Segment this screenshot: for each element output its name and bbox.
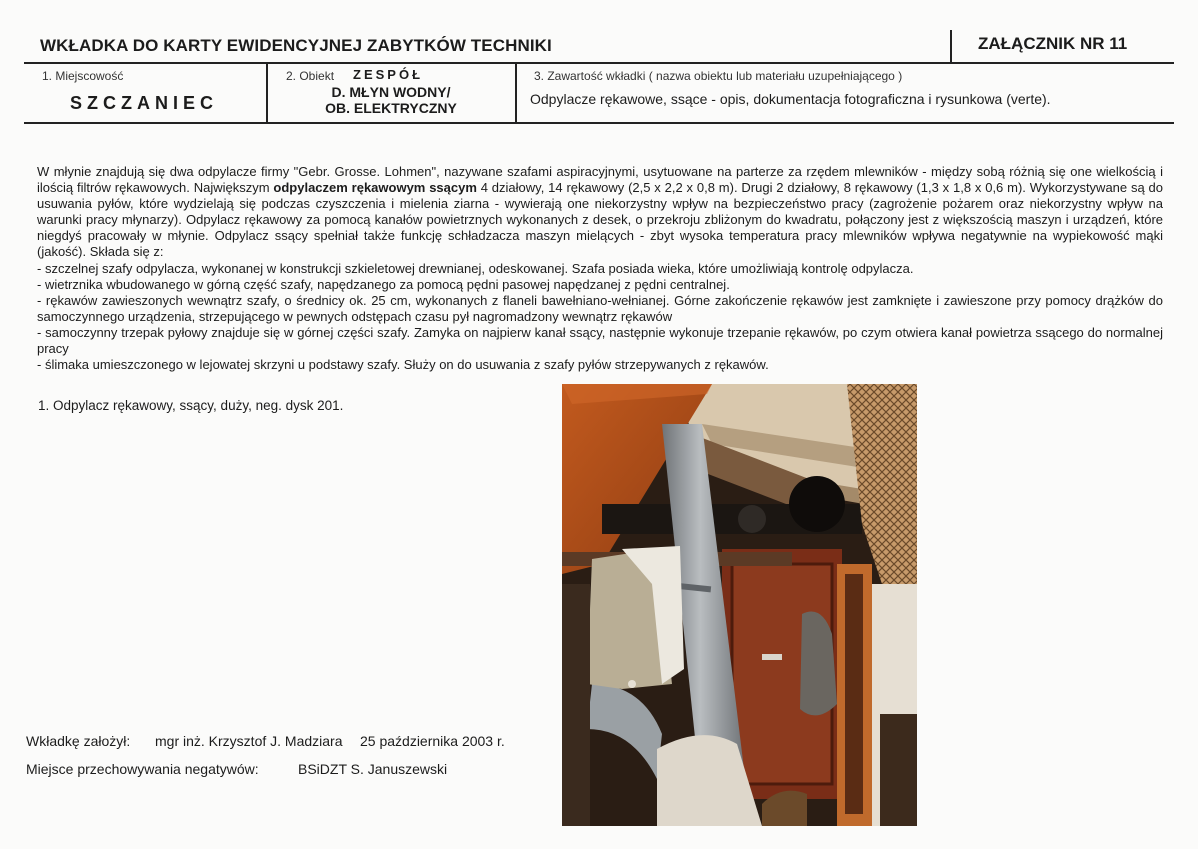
list-item: - ślimaka umieszczonego w lejowatej skrzyni u podstawy szafy. Służy on do usuwania z szafy pyłów strzepywanych z rękawów. xyxy=(37,357,769,373)
description-part-a: W młynie znajdują się dwa odpylacze firmy "Gebr. Grosse. Lohmen", nazywane szafami aspiracyjnymi, usytuowane na parterze za rzędem mlewników - między sobą różnią się one wielkością i ilością filtrów rękawowych. Największym xyxy=(37,164,1163,196)
description-text xyxy=(37,164,1163,373)
dust-collector-photo xyxy=(562,384,917,826)
header-divider xyxy=(950,30,952,64)
object-type: ZESPÓŁ xyxy=(353,67,424,82)
contents-label: 3. Zawartość wkładki ( nazwa obiektu lub materiału uzupełniającego ) xyxy=(534,69,903,83)
description-part-b: 4 działowy, 14 rękawowy (2,5 x 2,2 x 0,8 m). Drugi 2 działowy, 8 rękawowy (1,3 x 1,8 x 0,6 m). Wykorzystywane są do usuwania pyłów, które wydzielają się podczas czyszczenia i mielenia ziarna - wywierają one niekorzystny wpływ na bezpieczeństwo pracy (zagrożenie pożarem oraz niekorzystny wpływ na warunki pracy młynarzy). Odpylacz rękawowy za pomocą kanałów powietrznych wykonanych z desek, o przekroju zbliżonym do kwadratu, połączony jest z większością maszyn i urządzeń, które niegdyś pracowały w młynie. Odpylacz ssący spełniał także funkcję schładzacza maszyn mielących - zbyt wysoka temperatura pracy mlewników wpływa negatywnie na wypiekowość mąki (jakość). Składa się z: xyxy=(37,180,1163,260)
author-label: Wkładkę założył: xyxy=(26,733,131,749)
object-label: 2. Obiekt xyxy=(286,69,335,83)
storage-label: Miejsce przechowywania negatywów: xyxy=(26,761,259,777)
place-label: 1. Miejscowość xyxy=(42,69,124,83)
author-date: 25 października 2003 r. xyxy=(360,733,505,749)
place-value: SZCZANIEC xyxy=(70,93,218,113)
list-item: - wietrznika wbudowanego w górną część szafy, napędzanego za pomocą pędni pasowej napędzanej z pędni centralnej. xyxy=(37,276,730,292)
description-highlight: odpylaczem rękawowym ssącym xyxy=(273,180,477,196)
object-name-line-1: D. MŁYN WODNY/ xyxy=(331,84,451,100)
header-rule-top xyxy=(24,62,1174,64)
header-rule-bottom xyxy=(24,122,1174,124)
list-item: - rękawów zawieszonych wewnątrz szafy, o średnicy ok. 25 cm, wykonanych z flaneli bawełniano-wełnianej. Górne zakończenie rękawów jest zamknięte i zawieszone przy pomocy drążków do samoczynnego urządzenia, strzepującego w pewnych odstępach czasu pył nagromadzony wewnątrz rękawów xyxy=(37,292,1163,324)
object-name-line-2: OB. ELEKTRYCZNY xyxy=(325,100,457,116)
list-item: - samoczynny trzepak pyłowy znajduje się w górnej części szafy. Zamyka on najpierw kanał ssący, następnie wykonuje trzepanie rękawów, po czym otwiera kanał powietrza ssącego do normalnej pracy xyxy=(37,324,1163,357)
object-name xyxy=(272,84,510,116)
attachment-number: ZAŁĄCZNIK NR 11 xyxy=(978,34,1128,53)
photo-caption: 1. Odpylacz rękawowy, ssący, duży, neg. dysk 201. xyxy=(38,398,344,413)
list-item: - szczelnej szafy odpylacza, wykonanej w konstrukcji szkieletowej drewnianej, odeskowanej. Szafa posiada wieka, które umożliwiają kontrolę odpylacza. xyxy=(37,260,914,276)
document-title: WKŁADKA DO KARTY EWIDENCYJNEJ ZABYTKÓW TECHNIKI xyxy=(40,36,552,55)
description-paragraph xyxy=(37,164,1163,261)
photo-illustration xyxy=(562,384,917,826)
author-name: mgr inż. Krzysztof J. Madziara xyxy=(155,733,343,749)
field-divider-2 xyxy=(515,62,517,124)
contents-value: Odpylacze rękawowe, ssące - opis, dokumentacja fotograficzna i rysunkowa (verte). xyxy=(530,91,1051,107)
storage-value: BSiDZT S. Januszewski xyxy=(298,761,448,777)
field-divider-1 xyxy=(266,62,268,124)
